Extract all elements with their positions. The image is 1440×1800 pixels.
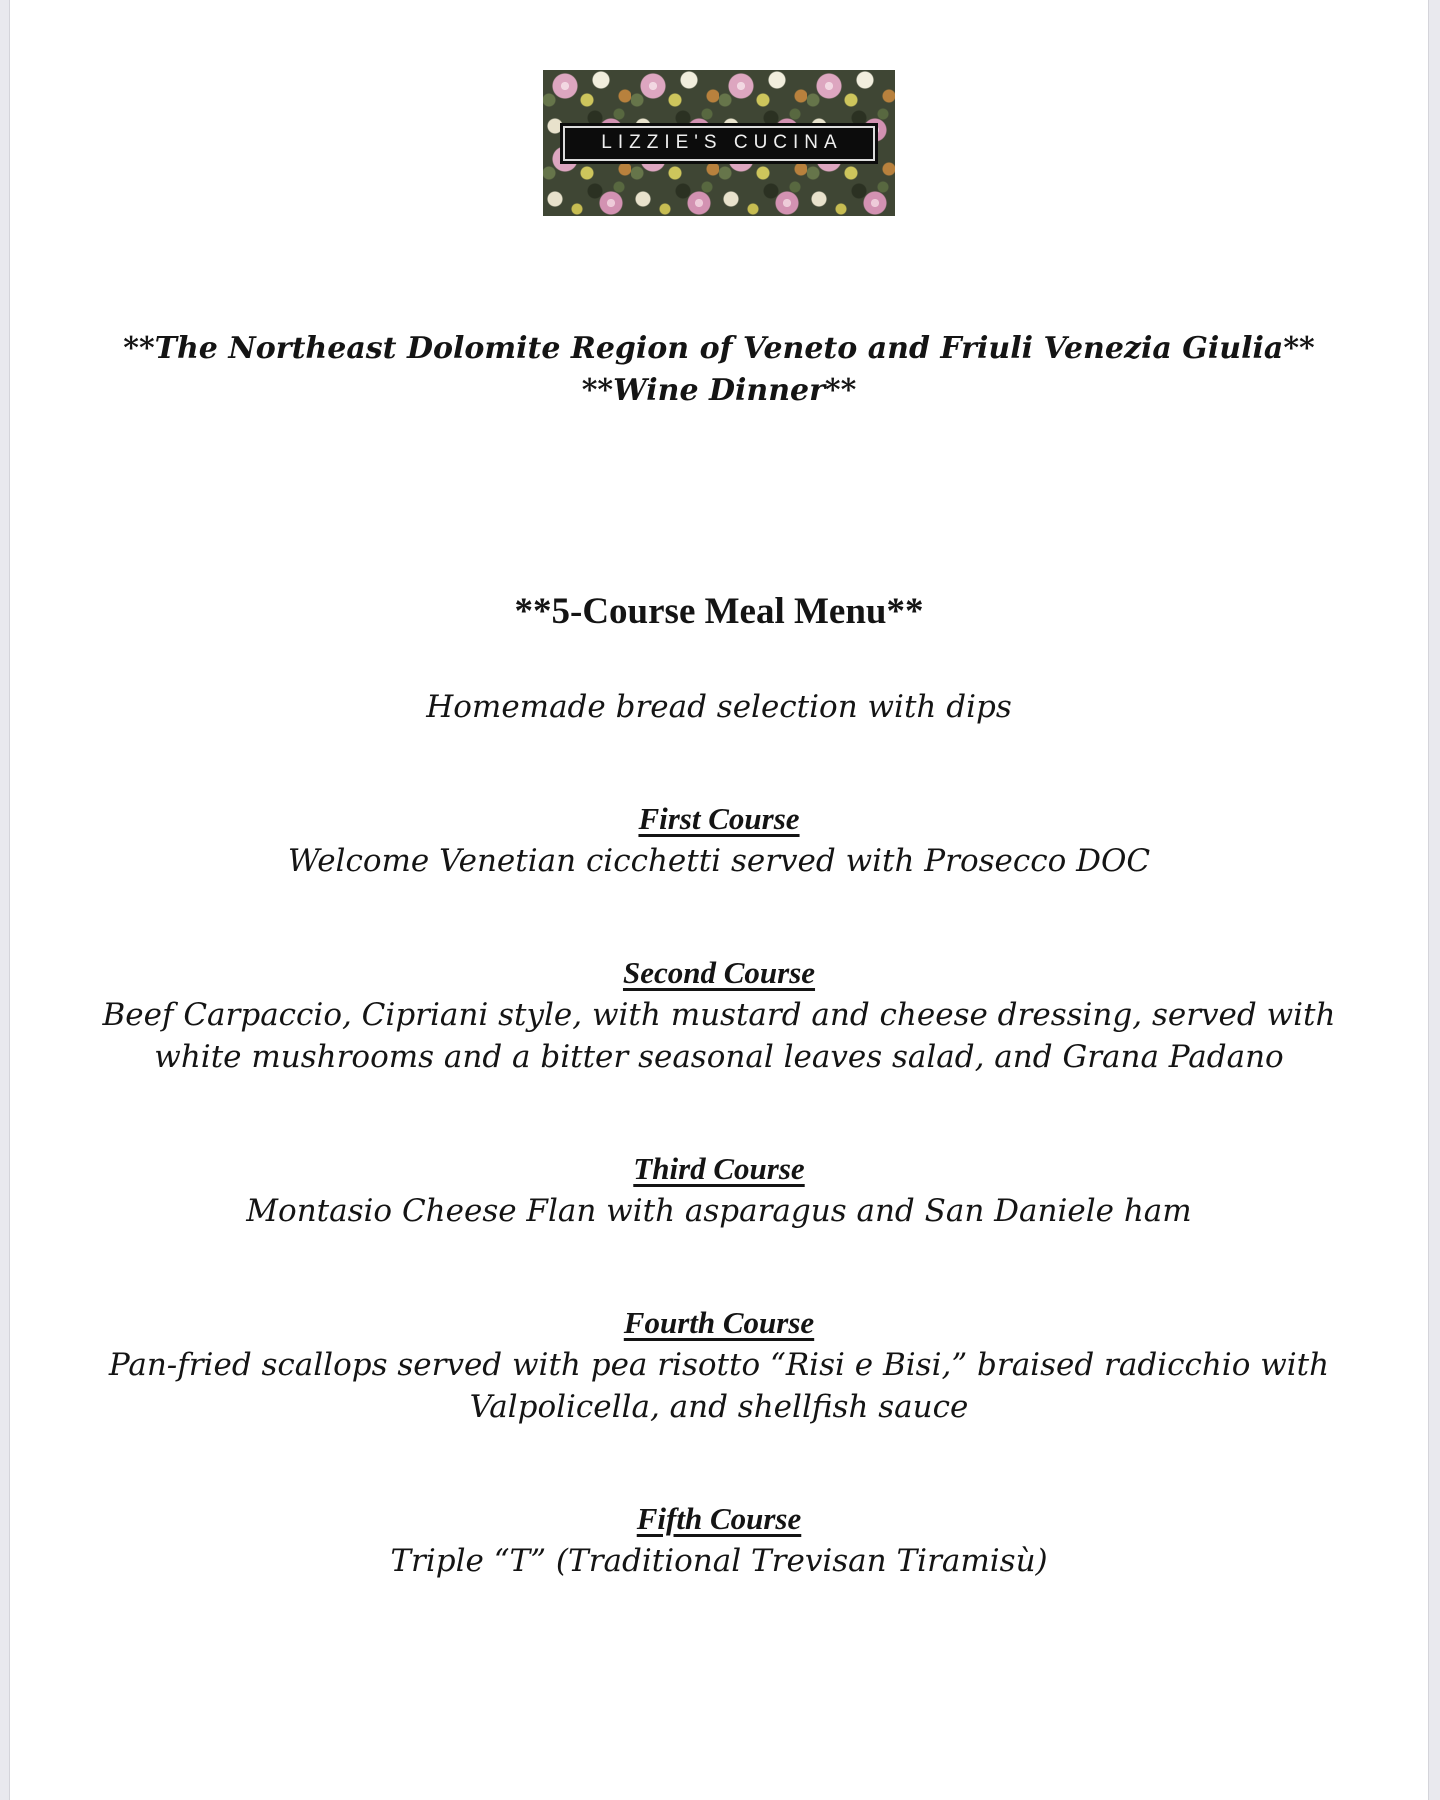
logo-nameplate-frame — [563, 126, 875, 161]
course-section-third — [11, 1148, 1427, 1232]
course-description: Montasio Cheese Flan with asparagus and San Daniele ham — [246, 1193, 1192, 1229]
course-heading: Third Course — [633, 1151, 805, 1186]
course-heading: Fifth Course — [636, 1501, 802, 1536]
course-section-first — [11, 798, 1427, 882]
event-subtitle: **Wine Dinner** — [581, 373, 857, 408]
left-gutter — [0, 0, 10, 1800]
course-description: Welcome Venetian cicchetti served with Prosecco DOC — [287, 843, 1151, 879]
event-title: **The Northeast Dolomite Region of Veneto and Friuli Venezia Giulia** — [123, 331, 1315, 366]
course-description: Beef Carpaccio, Cipriani style, with mustard and cheese dressing, served with white mushrooms and a bitter seasonal leaves salad, and Grana Padano — [102, 997, 1336, 1075]
course-section-second — [11, 952, 1427, 1078]
course-heading: Second Course — [622, 955, 816, 990]
event-header — [11, 328, 1427, 412]
course-section-fifth — [11, 1498, 1427, 1582]
restaurant-name: LIZZIE'S CUCINA — [601, 131, 843, 153]
course-heading: Fourth Course — [623, 1305, 815, 1340]
menu-intro: Homemade bread selection with dips — [426, 689, 1012, 725]
restaurant-logo — [543, 70, 895, 216]
right-gutter — [1428, 0, 1440, 1800]
course-description: Pan-fried scallops served with pea risotto “Risi e Bisi,” braised radicchio with Valpolicella, and shellfish sauce — [108, 1347, 1330, 1425]
logo-nameplate — [560, 123, 878, 164]
course-description: Triple “T” (Traditional Trevisan Tiramisù) — [390, 1543, 1048, 1579]
menu-document-page — [11, 0, 1427, 1800]
course-section-fourth — [11, 1302, 1427, 1428]
menu-title: **5-Course Meal Menu** — [514, 591, 924, 632]
course-heading: First Course — [638, 801, 800, 836]
